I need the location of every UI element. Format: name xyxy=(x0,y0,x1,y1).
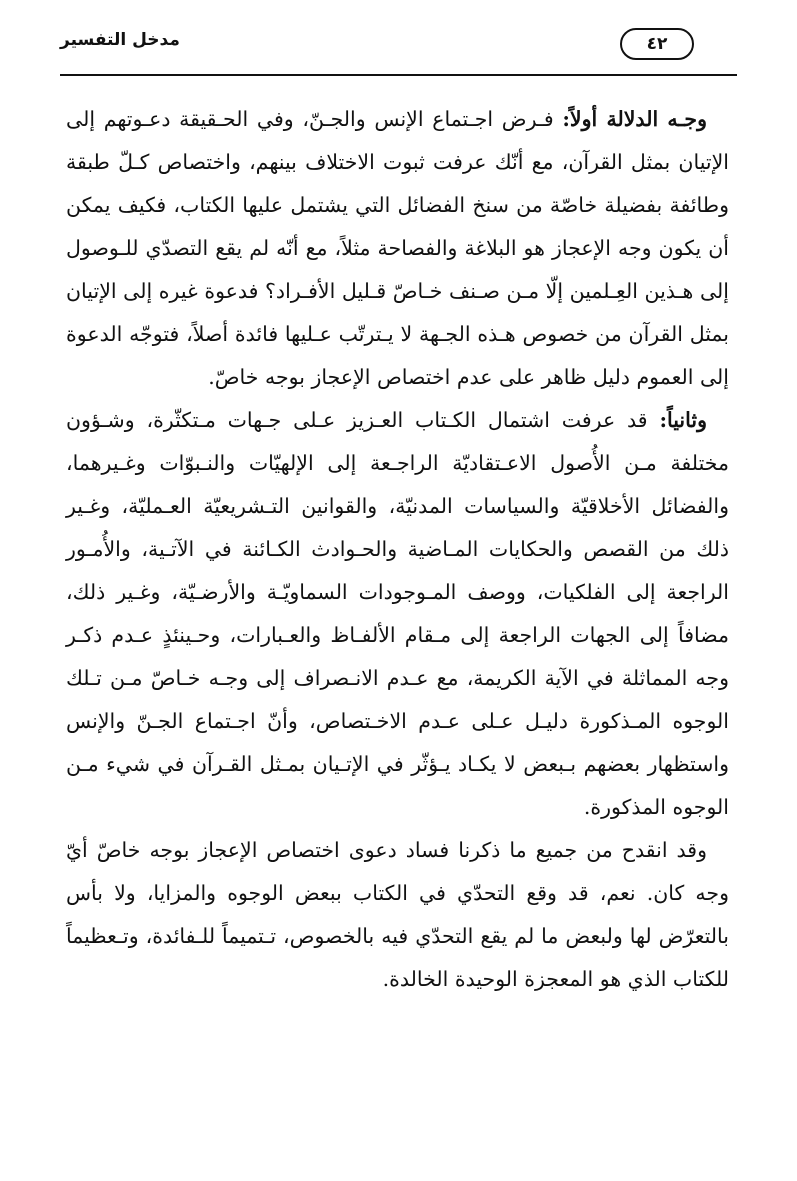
body-text xyxy=(66,98,729,1001)
paragraph-lead: وثانياً: xyxy=(659,408,707,432)
paragraph-conclusion xyxy=(66,829,729,1001)
paragraph-text: وقد انقدح من جميع ما ذكرنا فساد دعوى اختصاص الإعجاز بوجه خاصّ أيّ وجه كان. نعم، قد وقع التحدّي في الكتاب ببعض الوجوه والمزايا، ولا بأس بالتعرّض لها ولبعض ما لم يقع التحدّي فيه بالخصوص، تـتميماً للـفائدة، وتـعظيماً للكتاب الذي هو المعجزة الوحيدة الخالدة. xyxy=(66,838,729,991)
page-header xyxy=(60,28,737,68)
paragraph-text: قد عرفت اشتمال الكـتاب العـزيز عـلى جـهات مـتكثّرة، وشـؤون مختلفة مـن الأُصول الاعـتقاديّة الراجـعة إلى الإلهيّات والنـبوّات وغـيرهما، والفضائل الأخلاقيّة والسياسات المدنيّة، والقوانين التـشريعيّة العـمليّة، وغـير ذلك من القصص والحكايات المـاضية والحـوادث الكـائنة في الآتـية، والأُمـور الراجعة إلى الفلكيات، ووصف المـوجودات السماويّـة والأرضـيّة، وغـير ذلك، مضافاً إلى الجهات الراجعة إلى مـقام الألفـاظ والعـبارات، وحـينئذٍ عـدم ذكـر وجه المماثلة في الآية الكريمة، مع عـدم الانـصراف إلى وجـه خـاصّ مـن تـلك الوجوه المـذكورة دليـل عـلى عـدم الاخـتصاص، وأنّ اجـتماع الجـنّ والإنس واستظهار بعضهم بـبعض لا يكـاد يـؤثّر في الإتـيان بمـثل القـرآن في شيء مـن الوجوه المذكورة. xyxy=(66,408,729,819)
running-title: مدخل التفسير xyxy=(60,30,180,50)
paragraph-second-point xyxy=(66,399,729,829)
paragraph-first-point xyxy=(66,98,729,399)
paragraph-text: فـرض اجـتماع الإنس والجـنّ، وفي الحـقيقة دعـوتهم إلى الإتيان بمثل القرآن، مع أنّك عرفت ثبوت الاختلاف بينهم، واختصاص كـلّ طبقة وطائفة بفضيلة خاصّة من سنخ الفضائل التي يشتمل عليها الكتاب، فكيف يمكن أن يكون وجه الإعجاز هو البلاغة والفصاحة مثلاً، مع أنّه لم يقع التصدّي للـوصول إلى هـذين العِـلمين إلّا مـن صـنف خـاصّ قـليل الأفـراد؟ فدعوة غيره إلى الإتيان بمثل القرآن من خصوص هـذه الجـهة لا يـترتّب عـليها فائدة أصلاً، فتوجّه الدعوة إلى العموم دليل ظاهر على عدم اختصاص الإعجاز بوجه خاصّ. xyxy=(66,107,729,389)
page-number: ٤٢ xyxy=(620,28,694,60)
header-rule xyxy=(60,74,737,76)
paragraph-lead: وجـه الدلالة أولاً: xyxy=(562,107,707,131)
